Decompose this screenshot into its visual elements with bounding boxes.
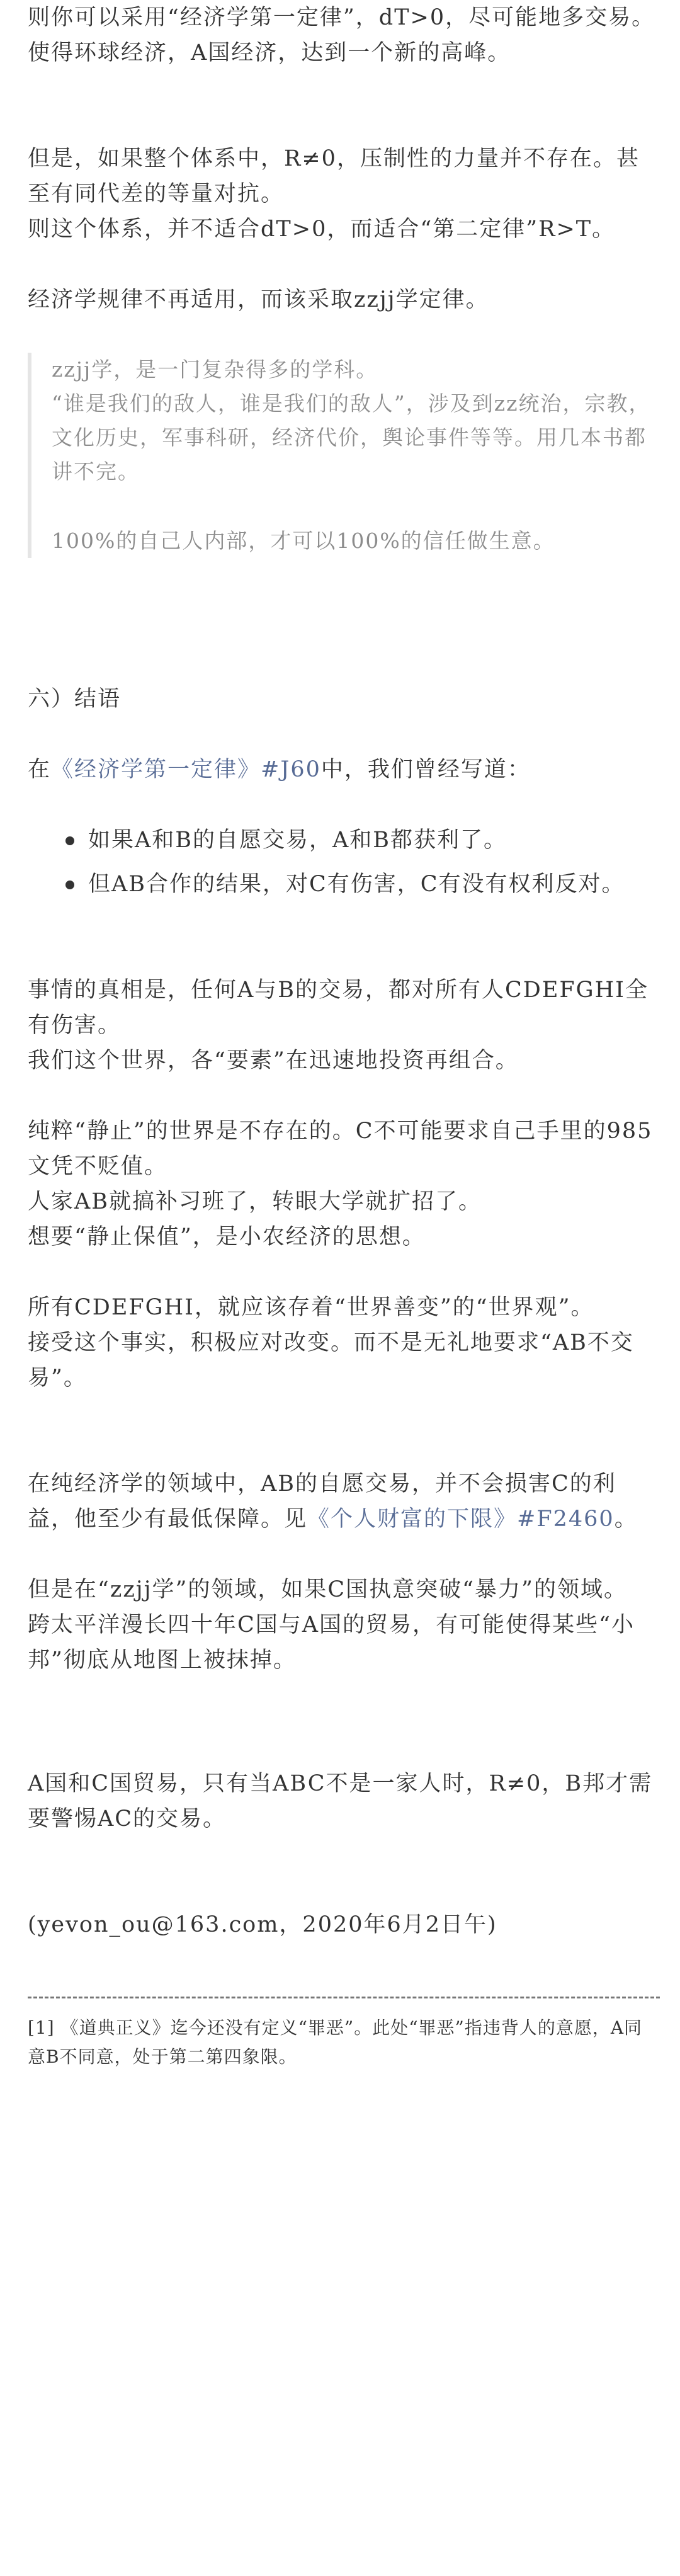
pure-prefix: 在纯经济学的领域中，AB的自愿交易，并不会损害C的利益，他至少有最低保障。见 bbox=[28, 1471, 616, 1532]
paragraph-truth: 事情的真相是，任何A与B的交易，都对所有人CDEFGHI全有伤害。 bbox=[28, 977, 649, 1038]
paragraph-suppression: 但是，如果整个体系中，R≠0，压制性的力量并不存在。甚至有同代差的等量对抗。 bbox=[28, 146, 640, 207]
paragraph-tutoring: 人家AB就搞补习班了，转眼大学就扩招了。 bbox=[28, 1189, 482, 1214]
paragraph-first-law: 则你可以采用“经济学第一定律”，dT>0，尽可能地多交易。使得环球经济，A国经济，达到一个新的高峰。 bbox=[28, 5, 655, 66]
pure-suffix: 。 bbox=[614, 1507, 638, 1532]
list-item bbox=[65, 823, 660, 858]
paragraph-second-law: 则这个体系，并不适合dT>0，而适合“第二定律”R>T。 bbox=[28, 217, 616, 242]
bullet-icon bbox=[65, 881, 74, 889]
paragraph-recombine: 我们这个世界，各“要素”在迅速地投资再组合。 bbox=[28, 1048, 519, 1073]
quote-line-2: “谁是我们的敌人，谁是我们的敌人”，涉及到zz统治，宗教，文化历史，军事科研，经济代价，舆论事件等等。用几本书都讲不完。 bbox=[52, 391, 651, 484]
footnote-divider bbox=[28, 1997, 660, 1998]
paragraph-zzjj-law: 经济学规律不再适用，而该采取zzjj学定律。 bbox=[28, 287, 489, 312]
section-heading: 六）结语 bbox=[28, 687, 122, 712]
paragraph-pure-economics bbox=[28, 1466, 660, 1537]
intro-prefix: 在 bbox=[28, 757, 52, 782]
quote-line-3: 100%的自己人内部，才可以100%的信任做生意。 bbox=[52, 528, 555, 553]
paragraph-static: 纯粹“静止”的世界是不存在的。C不可能要求自己手里的985文凭不贬值。 bbox=[28, 1119, 653, 1179]
paragraph-pacific-trade: 跨太平洋漫长四十年C国与A国的贸易，有可能使得某些“小邦”彻底从地图上被抹掉。 bbox=[28, 1612, 635, 1673]
bullet-list bbox=[28, 823, 660, 902]
signature: (yevon_ou@163.com，2020年6月2日午) bbox=[28, 1912, 497, 1937]
list-item bbox=[65, 867, 660, 902]
paragraph-worldview: 所有CDEFGHI，就应该存着“世界善变”的“世界观”。 bbox=[28, 1295, 594, 1320]
list-item-text: 如果A和B的自愿交易，A和B都获利了。 bbox=[88, 828, 507, 853]
quote-line-1: zzjj学，是一门复杂得多的学科。 bbox=[52, 357, 378, 382]
paragraph-abc-trade: A国和C国贸易，只有当ABC不是一家人时，R≠0，B邦才需要警惕AC的交易。 bbox=[28, 1771, 653, 1832]
bullet-icon bbox=[65, 836, 74, 845]
paragraph-intro bbox=[28, 752, 660, 787]
intro-suffix: 中，我们曾经写道： bbox=[320, 757, 531, 782]
paragraph-accept: 接受这个事实，积极应对改变。而不是无礼地要求“AB不交易”。 bbox=[28, 1330, 634, 1391]
footnote: [1] 《道典正义》迄今还没有定义“罪恶”。此处“罪恶”指违背人的意愿，A同意B不同意，处于第二第四象限。 bbox=[28, 2017, 643, 2067]
first-law-link[interactable]: 《经济学第一定律》#J60 bbox=[51, 757, 321, 782]
blockquote bbox=[28, 353, 660, 558]
wealth-floor-link[interactable]: 《个人财富的下限》#F2460 bbox=[307, 1507, 615, 1532]
paragraph-zzjj-domain: 但是在“zzjj学”的领域，如果C国执意突破“暴力”的领域。 bbox=[28, 1577, 627, 1602]
paragraph-peasant: 想要“静止保值”，是小农经济的思想。 bbox=[28, 1224, 426, 1250]
list-item-text: 但AB合作的结果，对C有伤害，C有没有权利反对。 bbox=[88, 872, 625, 897]
